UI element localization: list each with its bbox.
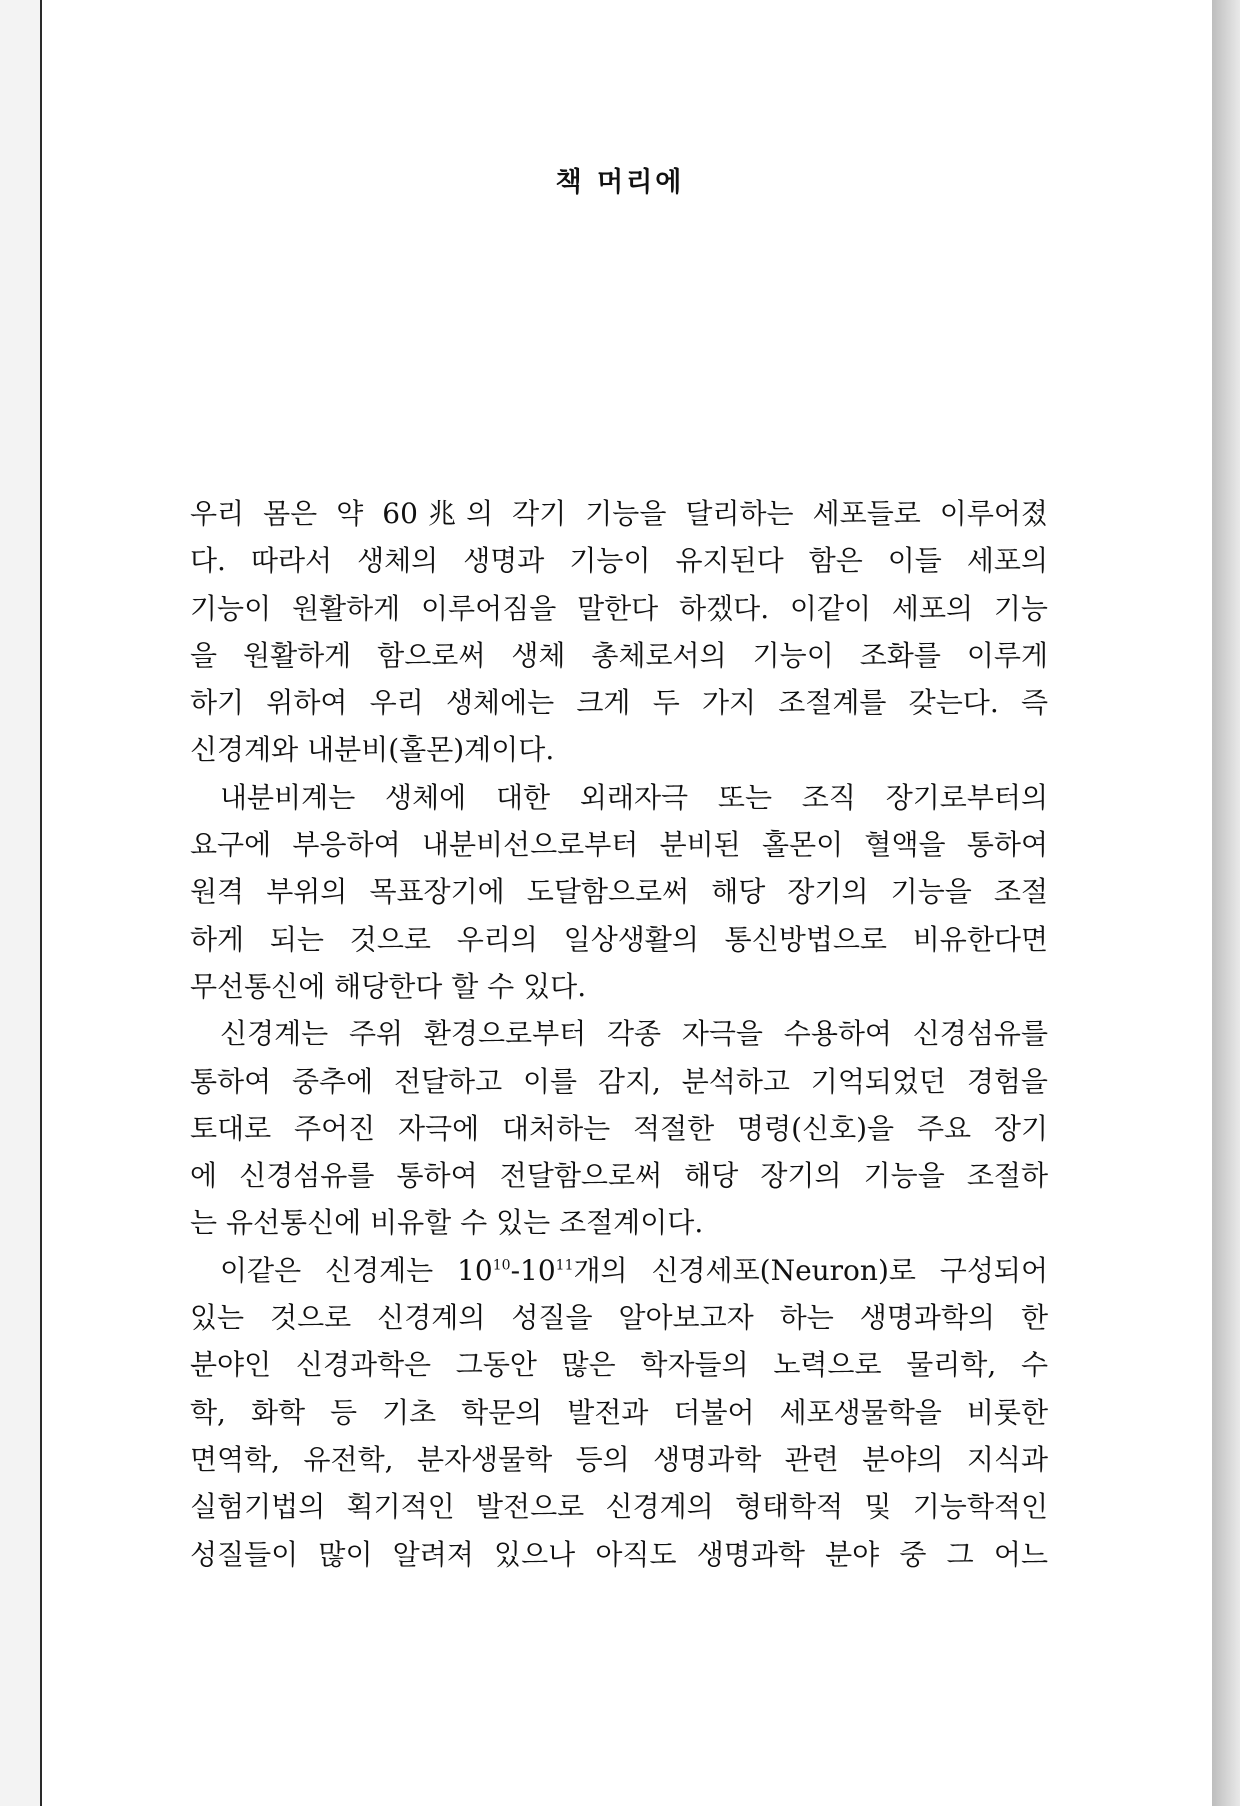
text-line: 무선통신에 해당한다 할 수 있다.	[190, 969, 587, 1003]
page-title: 책 머리에	[555, 167, 685, 198]
text-line: 원격 부위의 목표장기에 도달함으로써 해당 장기의 기능을 조절	[190, 875, 1048, 909]
text-line: 신경계와 내분비(홀몬)계이다.	[190, 733, 555, 767]
text-line: 을 원활하게 함으로써 생체 총체로서의 기능이 조화를 이루게	[190, 638, 1048, 672]
neuron-line-pre: 이같은 신경계는 10	[220, 1253, 493, 1287]
text-line: 는 유선통신에 비유할 수 있는 조절계이다.	[190, 1206, 704, 1240]
text-line: 하게 되는 것으로 우리의 일상생활의 통신방법으로 비유한다면	[190, 922, 1048, 956]
page-edge-shadow	[1212, 0, 1240, 1806]
text-line: 있는 것으로 신경계의 성질을 알아보고자 하는 생명과학의 한	[190, 1301, 1048, 1335]
neuron-line-mid: -10	[510, 1253, 556, 1287]
text-line: 면역학, 유전학, 분자생물학 등의 생명과학 관련 분야의 지식과	[190, 1442, 1048, 1476]
text-line: 신경계는 주위 환경으로부터 각종 자극을 수용하여 신경섬유를	[220, 1017, 1048, 1051]
text-line: 실험기법의 획기적인 발전으로 신경계의 형태학적 및 기능학적인	[190, 1490, 1048, 1524]
neuron-line-post: 개의 신경세포(Neuron)로 구성되어	[573, 1253, 1048, 1287]
text-line: 하기 위하여 우리 생체에는 크게 두 가지 조절계를 갖는다. 즉	[190, 686, 1048, 720]
body-text	[190, 490, 1048, 1578]
text-line: 성질들이 많이 알려져 있으나 아직도 생명과학 분야 중 그 어느	[190, 1537, 1048, 1571]
exponent-10: 10	[492, 1257, 511, 1274]
text-line: 내분비계는 생체에 대한 외래자극 또는 조직 장기로부터의	[220, 780, 1048, 814]
text-line: 에 신경섬유를 통하여 전달함으로써 해당 장기의 기능을 조절하	[190, 1159, 1048, 1193]
text-line: 토대로 주어진 자극에 대처하는 적절한 명령(신호)을 주요 장기	[190, 1111, 1048, 1145]
text-line: 우리 몸은 약 60兆의 각기 기능을 달리하는 세포들로 이루어졌	[190, 497, 1048, 530]
text-line: 통하여 중추에 전달하고 이를 감지, 분석하고 기억되었던 경험을	[190, 1064, 1048, 1098]
text-line: 분야인 신경과학은 그동안 많은 학자들의 노력으로 물리학, 수	[190, 1348, 1048, 1382]
text-line: 기능이 원활하게 이루어짐을 말한다 하겠다. 이같이 세포의 기능	[190, 591, 1048, 625]
text-line: 요구에 부응하여 내분비선으로부터 분비된 홀몬이 혈액을 통하여	[190, 828, 1048, 862]
text-line: 다. 따라서 생체의 생명과 기능이 유지된다 함은 이들 세포의	[190, 544, 1048, 578]
neuron-line	[190, 1247, 1048, 1294]
exponent-11: 11	[555, 1257, 574, 1274]
text-line: 학, 화학 등 기초 학문의 발전과 더불어 세포생물학을 비롯한	[190, 1395, 1048, 1429]
